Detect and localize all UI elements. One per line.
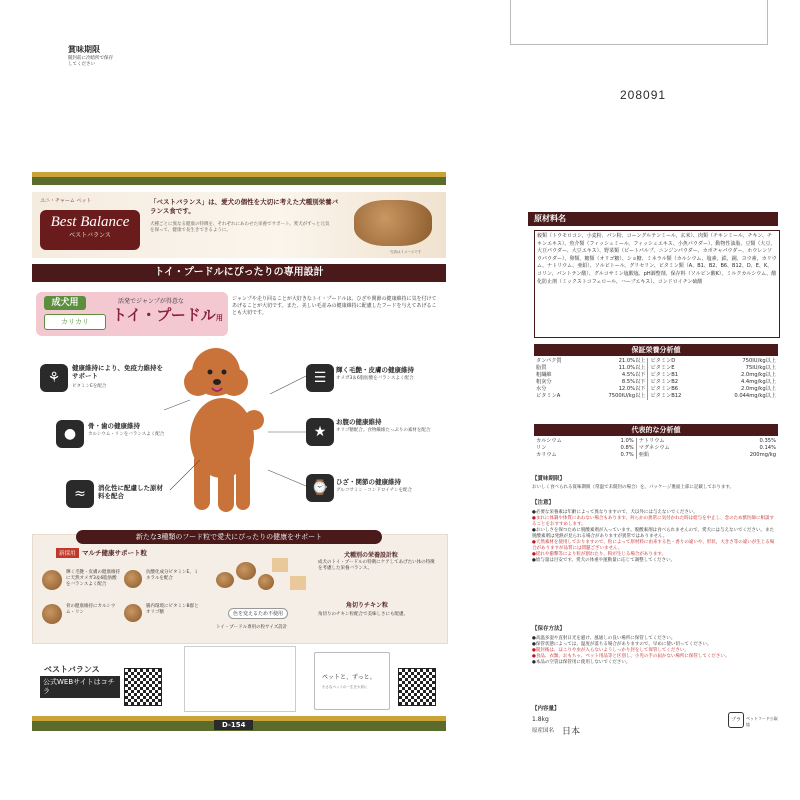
nutrient-name: ビタミンD <box>650 358 676 364</box>
nutrient-name: ナトリウム <box>638 438 665 444</box>
brand-logo-text: Best Balance <box>50 214 130 230</box>
benefit-title-digest: 消化性に配慮した原材料を配合 <box>98 484 163 500</box>
recycle-mark-text: プラ <box>730 717 741 723</box>
nutrient-value: 2.0mg/kg以上 <box>740 386 776 392</box>
nutrient-name: ビタミンB1 <box>650 372 679 378</box>
brand-logo-sub: ベストバランス <box>69 233 111 239</box>
caution-head: 【注意】 <box>532 500 555 506</box>
expiry-note: 開封前に冷暗所で保存してください <box>68 56 113 67</box>
caution-item: ●揺れや衝撃等により粒が割れたり、粉が生じる場合があります。 <box>532 552 667 557</box>
caution-list <box>532 510 776 564</box>
brand-logo <box>40 210 140 250</box>
nutrient-row <box>534 358 778 365</box>
nutrient-value: 0.7% <box>598 452 636 459</box>
storage-item: ●高温多湿や直射日光を避け、風通しの良い場所に保管してください。 <box>532 636 676 641</box>
breed-suffix: 用 <box>215 314 223 322</box>
nutrient-row <box>534 445 778 452</box>
multi-item-1: 輝く毛艶・皮膚の健康維持に天然オメガ3＆6脂肪酸をバランスよく配合 <box>66 570 120 587</box>
benefit-body-joint: グルコサミン・コンドロイチンを配合 <box>336 488 413 493</box>
kibble-banner: 新たな3種類のフード粒で愛犬にぴったりの健康をサポート <box>76 530 382 544</box>
typical-title: 代表的な分析値 <box>534 424 778 436</box>
breed-kibble-body: 成犬のトイ・プードルの特徴にケアしてあげたい体の特徴を考慮した栄養バランス。 <box>318 560 435 571</box>
brand-body: 犬種ごとに異なる健康の特徴を、それぞれにあわせた栄養でサポート。愛犬がずっと元気を保って、健康で長生きできるように。 <box>150 222 330 233</box>
kibble-type-badge: カリカリ <box>44 314 106 330</box>
caution-item: ●天然素材を使用しておりますので、粒によって原材料に由来する色・香りの違いや、形状、大きさ等の違いが生じる場合がありますが品質には問題ございません。 <box>532 540 775 551</box>
storage-head: 【保存方法】 <box>532 626 566 632</box>
nutrient-value: 750IU/kg以上 <box>742 358 776 364</box>
nutrient-name: 脂質 <box>536 365 547 371</box>
benefit-body-immune: ビタミンEを配合 <box>72 384 107 389</box>
size-note: トイ・プードル専用の粒サイズ設計 <box>216 625 288 630</box>
brand-headline: 「ベストバランス」は、愛犬の個性を大切に考えた犬種別栄養バランス食です。 <box>150 198 339 215</box>
multi-item-2: 抗酸化成分ビタミンE、ミネラルを配合 <box>146 570 199 581</box>
petfood-mark: ペットフード公取協 <box>746 716 778 727</box>
qr-code-left[interactable] <box>124 668 162 706</box>
lot-number: 208091 <box>620 88 667 102</box>
nutrient-value: 8.5%以下 <box>581 379 648 386</box>
nutrient-name: ビタミンB6 <box>650 386 679 392</box>
nutrient-value: 21.0%以上 <box>581 358 648 365</box>
benefit-title-immune: 健康維持により、免疫力維持をサポート <box>72 364 163 380</box>
nutrient-row <box>534 379 778 386</box>
net-weight: 1.8kg <box>532 716 549 723</box>
product-code: D-154 <box>214 720 253 730</box>
nutrient-name: ビタミンB2 <box>650 379 679 385</box>
benefit-body-coat: オメガ3＆6脂肪酸をバランスよく配合 <box>336 376 414 381</box>
adult-badge: 成犬用 <box>44 296 86 310</box>
chicken-kibble-body: 角切りのチキン粒配合で美味しさにも配慮。 <box>318 612 408 617</box>
breed-name-text: トイ・プードル <box>112 306 216 324</box>
nutrient-value: 75IU/kg以上 <box>745 365 776 371</box>
breed-name <box>112 304 223 325</box>
kibble-pile-cube <box>272 558 288 572</box>
nutrient-row <box>534 438 778 445</box>
date-print-box <box>510 0 768 45</box>
kibble-pile-c <box>258 574 274 590</box>
kibble-sample-2 <box>124 570 142 588</box>
footer-brand: ベストバランス <box>44 665 100 674</box>
coat-icon: ☰ <box>306 364 334 392</box>
nutrient-name: ビタミンA <box>536 393 561 399</box>
nutrient-name: 粗繊維 <box>536 372 552 378</box>
pet-box-sub: 小さなペットの一生を大切に <box>322 685 368 689</box>
callout-lines <box>160 370 310 500</box>
nutrient-value: 7500IU/kg以上 <box>581 393 648 400</box>
nutrient-name: 粗灰分 <box>536 379 552 385</box>
nutrient-name: マグネシウム <box>638 445 670 451</box>
recycle-mark <box>728 712 744 728</box>
caution-item: ●必要な栄養素は年齢によって異なりますので、犬以外には与えないでください。 <box>532 510 698 515</box>
storage-item: ●開封後は、ほこりや虫が入らないようしっかり封をして保管してください。 <box>532 648 689 653</box>
nutrient-name: リン <box>536 445 547 451</box>
nutrient-name: 亜鉛 <box>638 452 650 458</box>
qr-code-right[interactable] <box>398 668 436 706</box>
nutrient-value: 0.35% <box>759 438 776 444</box>
kibble-photo <box>354 200 432 246</box>
dog-icon: ★ <box>306 418 334 446</box>
nutrient-value: 2.0mg/kg以上 <box>740 372 776 378</box>
benefit-title-joint: ひざ・関節の健康維持 <box>336 478 401 486</box>
origin-label: 原産国名 <box>532 728 555 734</box>
nutrient-value: 4.4mg/kg以上 <box>740 379 776 385</box>
nutrient-name: ビタミンB12 <box>650 393 682 399</box>
breed-banner <box>32 264 446 282</box>
nutrient-value: 0.8% <box>598 445 636 452</box>
nutrient-name: カルシウム <box>536 438 562 444</box>
multi-item-4: 腸内環境にビタミンB群とオリゴ糖 <box>146 604 199 615</box>
intestine-icon: ≈ <box>66 480 94 508</box>
official-site-label: 公式WEBサイトはコチラ <box>40 676 120 698</box>
net-head: 【内容量】 <box>532 706 560 712</box>
kibble-pile-a <box>216 572 234 588</box>
storage-item: ●保管状態によっては、温度が落ちる場合がありますので、早めに使い切ってください。 <box>532 642 712 647</box>
pet-box <box>314 652 390 710</box>
storage-list <box>532 636 776 666</box>
nutrient-name: タンパク質 <box>536 358 562 364</box>
bone-icon: ● <box>56 420 84 448</box>
nutrient-value: 200mg/kg <box>749 452 776 458</box>
nutrient-value: 0.044mg/kg以上 <box>734 393 776 399</box>
chicken-kibble-title: 角切りチキン粒 <box>346 602 388 609</box>
caution-item: ●まれに体調や体質にあわない場合もあります。何らかの異常に気付かれた時は給与を中止し、念のため獣医師に相談することをおすすめします。 <box>532 516 775 527</box>
kibble-pile-cube-2 <box>290 576 306 590</box>
benefit-title-coat: 輝く毛艶・皮膚の健康維持 <box>336 366 414 374</box>
nutrient-value: 0.14% <box>759 445 776 451</box>
analysis-title: 保証栄養分析値 <box>534 344 778 356</box>
expiry-body: おいしく食べられる賞味期限（常温で未開封の場合）を、パッケージ裏面上部に記載しております。 <box>532 485 735 490</box>
nutrient-row <box>534 372 778 379</box>
shield-icon: ⚘ <box>40 364 68 392</box>
ingredients-text: 穀類（トウモロコシ、小麦粉、パン粉、コーングルテンミール、玄米）、肉類（チキンミール、チキン、チキンエキス）、魚介類（フィッシュミール、フィッシュエキス、小魚パウダー）、動物性油脂、豆類（大豆、大豆パウダー、大豆エキス）、野菜類（ビートパルプ、ニンジンパウダー、カボチャパウダー、ホウレンソウパウダー）、卵類、糖類（オリゴ糖）、ショ糖、ミネラル類（カルシウム、塩素、鉄、銅、ヨウ素、カリウム、ナトリウム、亜鉛）、ソルビトール、グリセリン、ビタミン類（A、B1、B2、B6、B12、D、E、K、コリン、パントテン酸）、グルコサミン塩酸塩、pH調整剤、保存料（ソルビン酸K）、ミルクカルシウム、酸化防止剤（ミックストコフェロール、ハーブエキス）、コンドロイチン硫酸 <box>534 230 780 338</box>
print-area <box>184 646 296 712</box>
breed-banner-text: トイ・プードルにぴったりの専用設計 <box>154 267 324 278</box>
nutrient-name: カリウム <box>536 452 557 458</box>
nutrient-row <box>534 386 778 393</box>
kibble-sample-1 <box>42 570 62 590</box>
benefit-title-gut: お腹の健康維持 <box>336 418 382 426</box>
benefit-body-gut: オリゴ糖配合。食物繊維たっぷりの素材を配合 <box>336 428 431 433</box>
nutrient-name: 水分 <box>536 386 547 392</box>
nutrient-name: ビタミンE <box>650 365 675 371</box>
multi-item-3: 骨の健康維持にカルシウム・リン <box>66 604 116 615</box>
caution-item: ●おいしさを保つために脱酸素剤が入っています。脱酸素剤は食べられませんので、愛犬には与えないでください。また脱酸素剤は発熱が見られる場合がありますが異常ではありません。 <box>532 528 774 539</box>
kibble-pile-b <box>236 562 256 580</box>
photo-note: 写真はイメージです <box>390 250 422 254</box>
origin-value: 日本 <box>562 727 581 737</box>
nutrient-row <box>534 365 778 372</box>
multi-kibble-title: マルチ健康サポート粒 <box>82 549 147 557</box>
benefit-body-bone: カルシウム・リンをバランスよく配合 <box>88 432 165 437</box>
top-green-stripe <box>32 177 446 185</box>
expiry-label: 賞味期限 <box>68 45 100 54</box>
new-tag: 新採用 <box>56 548 79 558</box>
pet-box-text: ペットと、ずっと。 <box>322 674 376 681</box>
caution-item: ●給与量は目安です。愛犬の体重や運動量に応じて調整してください。 <box>532 558 676 563</box>
color-note: 色を変えるため不使用 <box>228 608 288 619</box>
nutrient-value: 12.0%以下 <box>581 386 648 393</box>
storage-item: ●本品の空袋は保管用に使用しないでください。 <box>532 660 631 665</box>
typical-table <box>534 438 778 459</box>
nutrient-row <box>534 393 778 400</box>
storage-item: ●食品、衣類、おもちゃ、ペット用品等と区別し、小児の手の届かない場所に保管してください。 <box>532 654 730 659</box>
nutrient-value: 1.0% <box>598 438 636 445</box>
joint-icon: ⌚ <box>306 474 334 502</box>
analysis-table <box>534 358 778 400</box>
kibble-sample-4 <box>124 604 142 622</box>
nutrient-row <box>534 452 778 459</box>
expiry-head: 【賞味期限】 <box>532 476 566 482</box>
kibble-sample-3 <box>42 604 62 624</box>
stage-tagline: 活発でジャンプが得意な <box>118 298 184 305</box>
benefit-title-bone: 骨・歯の健康維持 <box>88 422 140 430</box>
nutrient-value: 4.5%以下 <box>581 372 648 379</box>
nutrient-value: 11.0%以上 <box>581 365 648 372</box>
breed-kibble-title: 犬種別の栄養設計粒 <box>344 552 399 559</box>
ingredients-title: 原材料名 <box>528 212 778 226</box>
maker-name: ユニ・チャーム ペット <box>40 198 92 204</box>
breed-intro: ジャンプや走り回ることが大好きなトイ・プードルは、ひざや関節の健康維持に気を付けてあげることが大切です。また、美しい毛並みの健康維持に配慮したフードを与えてあげることも大切です。 <box>232 296 437 316</box>
